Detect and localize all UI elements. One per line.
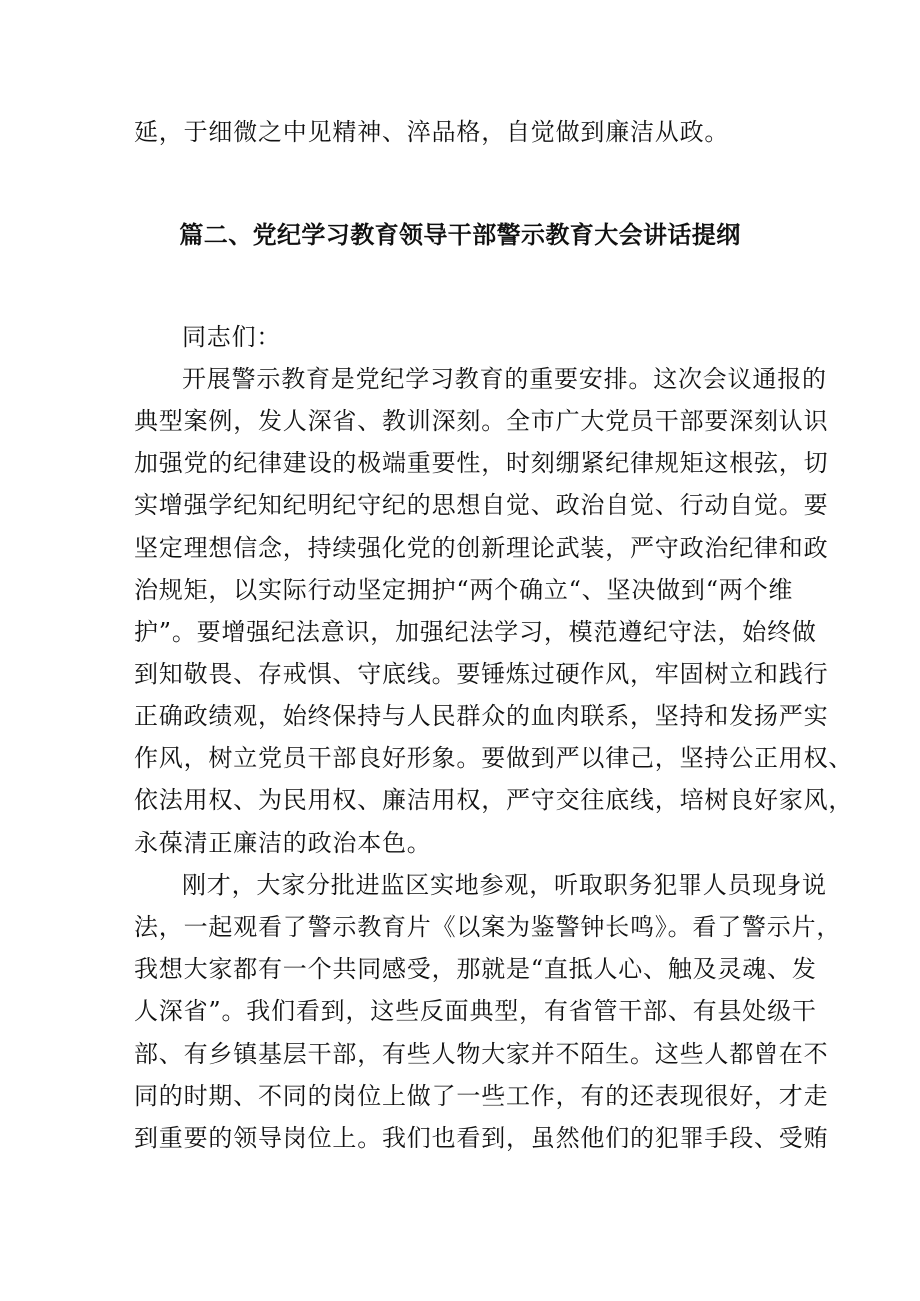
paragraph-2-line: 部、有乡镇基层干部，有些人物大家并不陌生。这些人都曾在不 [134,1040,829,1068]
paragraph-1-line: 永葆清正廉洁的政治本色。 [134,829,432,857]
paragraph-1-line: 实增强学纪知纪明纪守纪的思想自觉、政治自觉、行动自觉。要 [134,491,829,519]
paragraph-2-line: 刚才，大家分批进监区实地参观，听取职务犯罪人员现身说 [182,871,827,899]
section-heading: 篇二、党纪学习教育领导干部警示教育大会讲话提纲 [179,221,741,249]
paragraph-1-line: 正确政绩观，始终保持与人民群众的血肉联系，坚持和发扬严实 [134,702,829,730]
paragraph-2-line: 我想大家都有一个共同感受，那就是“直抵人心、触及灵魂、发 [134,955,817,983]
paragraph-2-line: 人深省”。我们看到，这些反面典型，有省管干部、有县处级干 [134,997,817,1025]
paragraph-1-line: 加强党的纪律建设的极端重要性，时刻绷紧纪律规矩这根弦，切 [134,449,829,477]
paragraph-2-line: 同的时期、不同的岗位上做了一些工作，有的还表现很好，才走 [134,1082,829,1110]
paragraph-1-line: 典型案例，发人深省、教训深刻。全市广大党员干部要深刻认识 [134,407,829,435]
paragraph-1-line: 作风，树立党员干部良好形象。要做到严以律己，坚持公正用权、 [134,744,854,772]
paragraph-1-line: 依法用权、为民用权、廉洁用权，严守交往底线，培树良好家风， [134,786,854,814]
paragraph-1-line: 开展警示教育是党纪学习教育的重要安排。这次会议通报的 [182,365,827,393]
continuation-line: 延，于细微之中见精神、淬品格，自觉做到廉洁从政。 [134,118,730,146]
paragraph-1-line: 治规矩，以实际行动坚定拥护“两个确立“、坚决做到“两个维 [134,576,794,604]
paragraph-2-line: 到重要的领导岗位上。我们也看到，虽然他们的犯罪手段、受贿 [134,1124,829,1152]
paragraph-1-line: 到知敬畏、存戒惧、守底线。要锤炼过硬作风，牢固树立和践行 [134,660,829,688]
paragraph-1-line: 坚定理想信念，持续强化党的创新理论武装，严守政治纪律和政 [134,534,829,562]
paragraph-1-line: 护”。要增强纪法意识，加强纪法学习，模范遵纪守法，始终做 [134,618,817,646]
paragraph-2-line: 法，一起观看了警示教育片《以案为鉴警钟长鸣》。看了警示片， [134,913,842,941]
salutation: 同志们： [182,323,282,351]
